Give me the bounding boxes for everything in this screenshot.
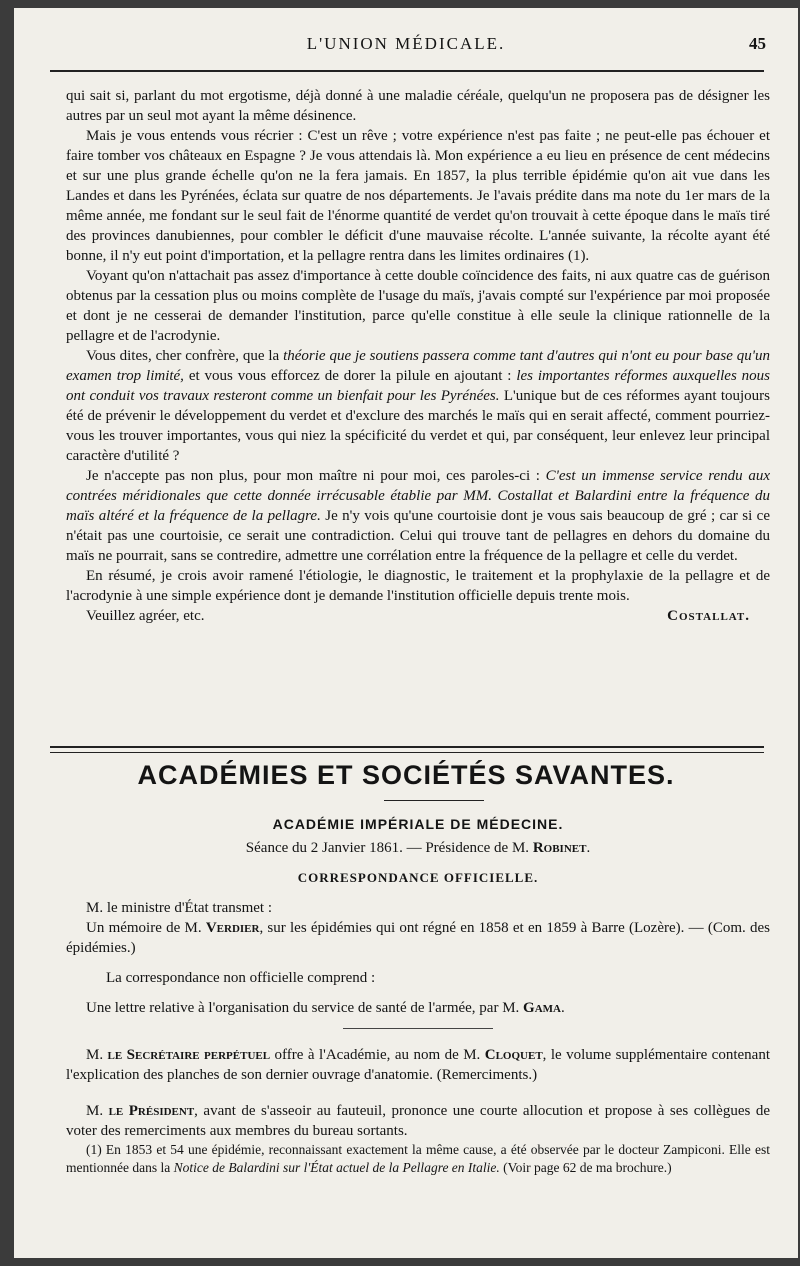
letter-paragraph [66, 998, 770, 1018]
document-page [14, 8, 798, 1258]
paragraph-3: Voyant qu'on n'attachait pas assez d'importance à cette double coïncidence des faits, ni aux quatre cas de guérison obtenus par la cessation plus ou moins complète de l'usage du maïs, j'avais compté sur l'expérience par moi proposée et dont je ne cesserai de demander l'institution, parce qu'elle constitue à elle seule la clinique rationnelle de la pellagre et de l'acrodynie. [66, 268, 770, 344]
footnote [66, 1141, 770, 1177]
session-line [66, 838, 770, 858]
president-name: Robinet [532, 840, 587, 856]
author-name: Gama [523, 1000, 561, 1016]
closing-line [66, 606, 770, 626]
short-rule [343, 1028, 493, 1029]
header-rule [50, 70, 764, 72]
paragraph-4-text: Vous dites, cher confrère, que la [86, 348, 284, 364]
footnote-text: (1) En 1853 et 54 une épidémie, reconnaissant exactement la même cause, a été observée par le docteur Zampiconi. Elle est mentionnée dans la [66, 1142, 770, 1175]
section-title-underline [384, 800, 484, 801]
minister-line: M. le ministre d'État transmet : [86, 900, 272, 916]
secretary-text: M. [86, 1047, 108, 1063]
letter-end: . [560, 1000, 565, 1016]
page-number: 45 [749, 34, 766, 53]
secretary-title: le Secrétaire perpétuel [107, 1047, 271, 1063]
section-title: ACADÉMIES ET SOCIÉTÉS SAVANTES. [137, 760, 675, 790]
paragraph-4-text: et vous vous efforcez de dorer la pilule en ajoutant : [183, 368, 517, 384]
session-end: . [586, 840, 591, 856]
closing-text: Veuillez agréer, etc. [86, 608, 205, 624]
academy-title: ACADÉMIE IMPÉRIALE DE MÉDECINE. [272, 816, 564, 832]
paragraph-4-quote: théorie que je soutiens passera comme tant d'autres qui n'ont eu pour base qu'un examen trop limité, [66, 348, 770, 384]
memoire-paragraph [66, 918, 770, 958]
session-text: Séance du 2 Janvier 1861. — Présidence de M. [245, 840, 533, 856]
section-separator [50, 746, 764, 753]
academy-report [66, 814, 770, 1177]
running-header [14, 34, 798, 60]
paragraph-5-quote: C'est un immense service rendu aux contrées méridionales que cette donnée irrécusable établie par MM. Costallat et Balardini entre la fréquence du maïs altéré et la fréquence de la pellagre. [66, 468, 770, 524]
paragraph-4-quote: les importantes réformes auxquelles nous ont conduit vos travaux resteront comme un bienfait pour les Pyrénées. [66, 368, 771, 404]
paragraph-2: Mais je vous entends vous récrier : C'est un rêve ; votre expérience n'est pas faite ; ne peut-elle pas échouer et faire tomber vos châteaux en Espagne ? Je vous attendais là. Mon expérience a eu lieu en présence de cent médecins et sur une plus grande échelle qu'on ne la fera jamais. En 1857, la plus terrible épidémie qu'on ait vue dans les Landes et dans les Pyrénées, éclata sur quatre de nos départements. Je l'avais prédite dans ma note du 1er mars de la même année, me fondant sur le seul fait de l'énorme quantité de verdet qu'on trouvait à cette époque dans le maïs tiré des provinces danubiennes, pour combler le déficit d'une mauvaise récolte. L'année suivante, la récolte ayant été bonne, il n'y eut point d'importation, et la pellagre rentra dans les limites ordinaires (1). [66, 128, 770, 264]
author-name: Cloquet [484, 1047, 543, 1063]
memoire-text: Un mémoire de M. [86, 920, 206, 936]
paragraph-1: qui sait si, parlant du mot ergotisme, déjà donné à une maladie céréale, quelqu'un ne proposera pas de désigner les autres par un seul mot ayant la même désinence. [66, 88, 770, 124]
paragraph-4-text: L'unique but de ces réformes ayant toujours été de prévenir le développement du verdet et d'exclure des marchés le maïs qui en serait affecté, comment pourriez-vous les trouver importantes, vous qui niez la spécificité du verdet et qui, par conséquent, leur enlevez leur principal caractère d'utilité ? [66, 388, 771, 464]
memoire-text: , sur les épidémies qui ont régné en 1858 et en 1859 à Barre (Lozère). — (Com. des épidémies.) [66, 920, 770, 956]
paragraph-6: En résumé, je crois avoir ramené l'étiologie, le diagnostic, le traitement et la prophylaxie de la pellagre et de l'acrodynie à une simple expérience dont je demande l'institution officielle depuis trente mois. [66, 568, 770, 604]
paragraph-4 [66, 346, 770, 466]
footnote-citation: Notice de Balardini sur l'État actuel de la Pellagre en Italie. [173, 1160, 500, 1175]
journal-title: L'UNION MÉDICALE. [306, 34, 506, 53]
author-name: Verdier [205, 920, 260, 936]
president-paragraph [66, 1101, 770, 1141]
letter-text: Une lettre relative à l'organisation du service de santé de l'armée, par M. [86, 1000, 524, 1016]
secretary-text: , le volume supplémentaire contenant l'explication des planches de son dernier ouvrage d'anatomie. (Remerciments.) [66, 1047, 770, 1083]
letter-body [66, 86, 770, 626]
paragraph-5-text: Je n'accepte pas non plus, pour mon maître ni pour moi, ces paroles-ci : [86, 468, 546, 484]
paragraph-5 [66, 466, 770, 566]
footnote-text: (Voir page 62 de ma brochure.) [499, 1160, 672, 1175]
secretary-paragraph [66, 1045, 770, 1085]
secretary-text: offre à l'Académie, au nom de M. [270, 1047, 485, 1063]
president-text: M. [86, 1103, 109, 1119]
paragraph-5-text: Je n'y vois qu'une courtoisie dont je vous sais beaucoup de gré ; car si ce n'était pas une courtoisie, ce serait une contradiction. Celui qui trouve tant de pellagres en dehors du domaine du maïs ne pourrait, sans se contredire, admettre une corrélation entre la fréquence de la pellagre et celle du verdet. [66, 508, 770, 564]
signature: Costallat. [667, 608, 750, 624]
president-title: le Président [108, 1103, 195, 1119]
correspondence-title: CORRESPONDANCE OFFICIELLE. [297, 870, 539, 885]
president-text: , avant de s'asseoir au fauteuil, prononce une courte allocution et propose à ses collègues de voter des remerciments aux membres du bureau sortants. [66, 1103, 770, 1139]
nonofficial-line: La correspondance non officielle comprend : [106, 970, 376, 986]
